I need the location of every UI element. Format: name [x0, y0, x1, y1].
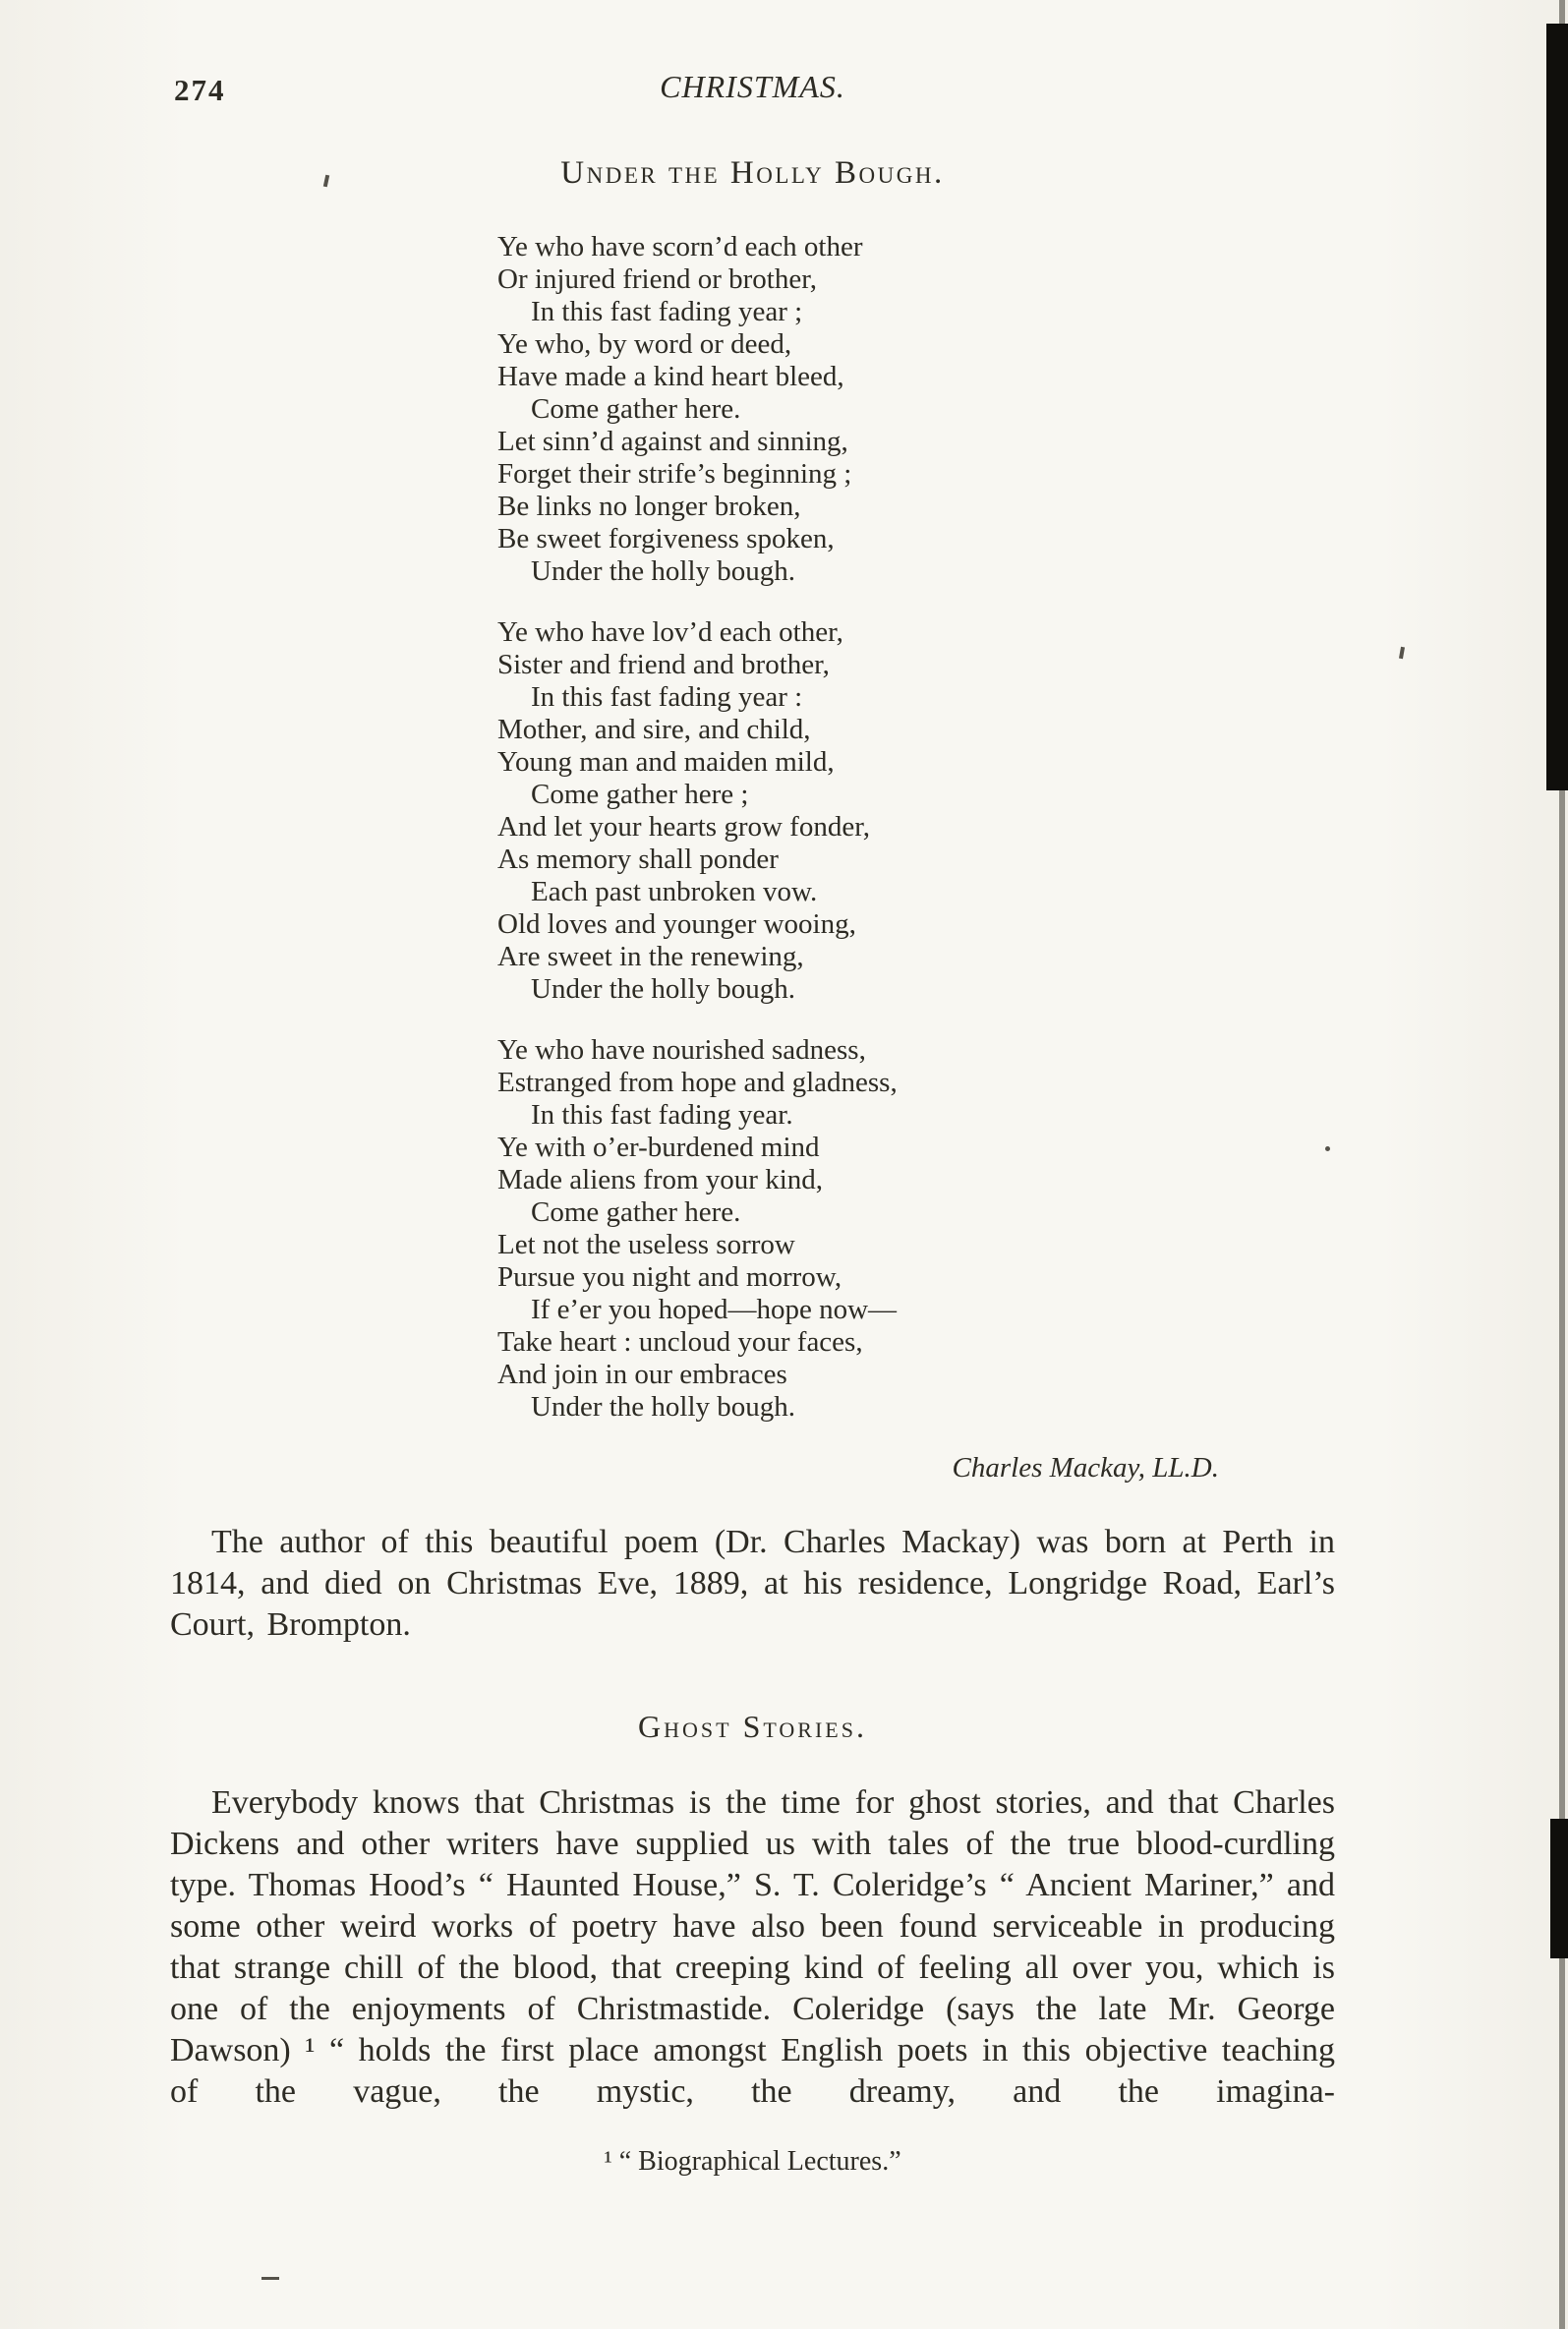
page-header — [170, 0, 1335, 116]
poem-line: Ye who have nourished sadness, — [497, 1034, 866, 1066]
author-note-paragraph: The author of this beautiful poem (Dr. Charles Mackay) was born at Perth in 1814, and died on Christmas Eve, 1889, at his residence, Longridge Road, Earl’s Court, Brompton. — [170, 1524, 1335, 1643]
poem-line: Under the holly bough. — [531, 973, 796, 1005]
page-content — [170, 0, 1335, 2178]
poem-line: In this fast fading year : — [531, 681, 803, 713]
poem-line: As memory shall ponder — [497, 844, 779, 875]
poem-line: Pursue you night and morrow, — [497, 1261, 842, 1293]
poem-line: Let not the useless sorrow — [497, 1229, 795, 1260]
poem-line: Old loves and younger wooing, — [497, 908, 856, 940]
poem-line: Ye who have scorn’d each other — [497, 231, 863, 262]
poem-line: In this fast fading year. — [531, 1099, 793, 1131]
poem-line: Are sweet in the renewing, — [497, 941, 804, 972]
poem-line: Be sweet forgiveness spoken, — [497, 523, 835, 554]
poem — [497, 231, 1229, 1485]
poem-line: And join in our embraces — [497, 1359, 787, 1390]
poem-line: Come gather here ; — [531, 779, 749, 810]
poem-attribution: Charles Mackay, LL.D. — [952, 1452, 1219, 1484]
poem-line: And let your hearts grow fonder, — [497, 811, 870, 843]
poem-line: In this fast fading year ; — [531, 296, 803, 327]
poem-line: If e’er you hoped—hope now— — [531, 1294, 898, 1325]
poem-line: Mother, and sire, and child, — [497, 714, 811, 745]
poem-line: Or injured friend or brother, — [497, 263, 817, 295]
poem-line: Let sinn’d against and sinning, — [497, 426, 848, 457]
scan-gutter-shadow-top — [1546, 24, 1568, 790]
poem-stanza-2 — [497, 616, 1229, 1006]
poem-line: Come gather here. — [531, 393, 741, 425]
poem-line: Ye who have lov’d each other, — [497, 616, 843, 648]
poem-line: Have made a kind heart bleed, — [497, 361, 844, 392]
poem-line: Made aliens from your kind, — [497, 1164, 824, 1195]
poem-line: Estranged from hope and gladness, — [497, 1067, 898, 1098]
scan-speck — [261, 2277, 279, 2280]
poem-line: Young man and maiden mild, — [497, 746, 835, 778]
poem-line: Forget their strife’s beginning ; — [497, 458, 852, 490]
poem-line: Take heart : uncloud your faces, — [497, 1326, 863, 1358]
poem-line: Sister and friend and brother, — [497, 649, 830, 680]
poem-title: Under the Holly Bough. — [560, 155, 945, 191]
ghost-stories-paragraph: Everybody knows that Christmas is the time for ghost stories, and that Charles Dickens and other writers have supplied us with tales of the true blood-curdling type. Thomas Hood’s “ Haunted House,” S. T. Coleridge’s “ Ancient Mariner,” and some other weird works of poetry have also been found serviceable in producing that strange chill of the blood, that creeping kind of feeling all over you, which is one of the enjoyments of Christmastide. Coleridge (says the late Mr. George Dawson) ¹ “ holds the first place amongst English poets in this objective teaching of the vague, the mystic, the dreamy, and the imagina- — [170, 1784, 1335, 2110]
poem-line: Ye who, by word or deed, — [497, 328, 792, 360]
section-heading-ghost-stories: Ghost Stories. — [638, 1709, 867, 1744]
footnote: ¹ “ Biographical Lectures.” — [604, 2146, 901, 2177]
poem-line: Be links no longer broken, — [497, 491, 801, 522]
scan-gutter-shadow-mid — [1550, 1819, 1568, 1958]
poem-line: Each past unbroken vow. — [531, 876, 818, 907]
running-header: CHRISTMAS. — [660, 69, 845, 104]
poem-stanza-1 — [497, 231, 1229, 588]
scan-speck — [1399, 647, 1405, 660]
poem-stanza-3 — [497, 1034, 1229, 1424]
poem-line: Come gather here. — [531, 1196, 741, 1228]
poem-line: Ye with o’er-burdened mind — [497, 1132, 820, 1163]
poem-line: Under the holly bough. — [531, 1391, 796, 1423]
poem-line: Under the holly bough. — [531, 555, 796, 587]
page-number: 274 — [174, 73, 226, 107]
